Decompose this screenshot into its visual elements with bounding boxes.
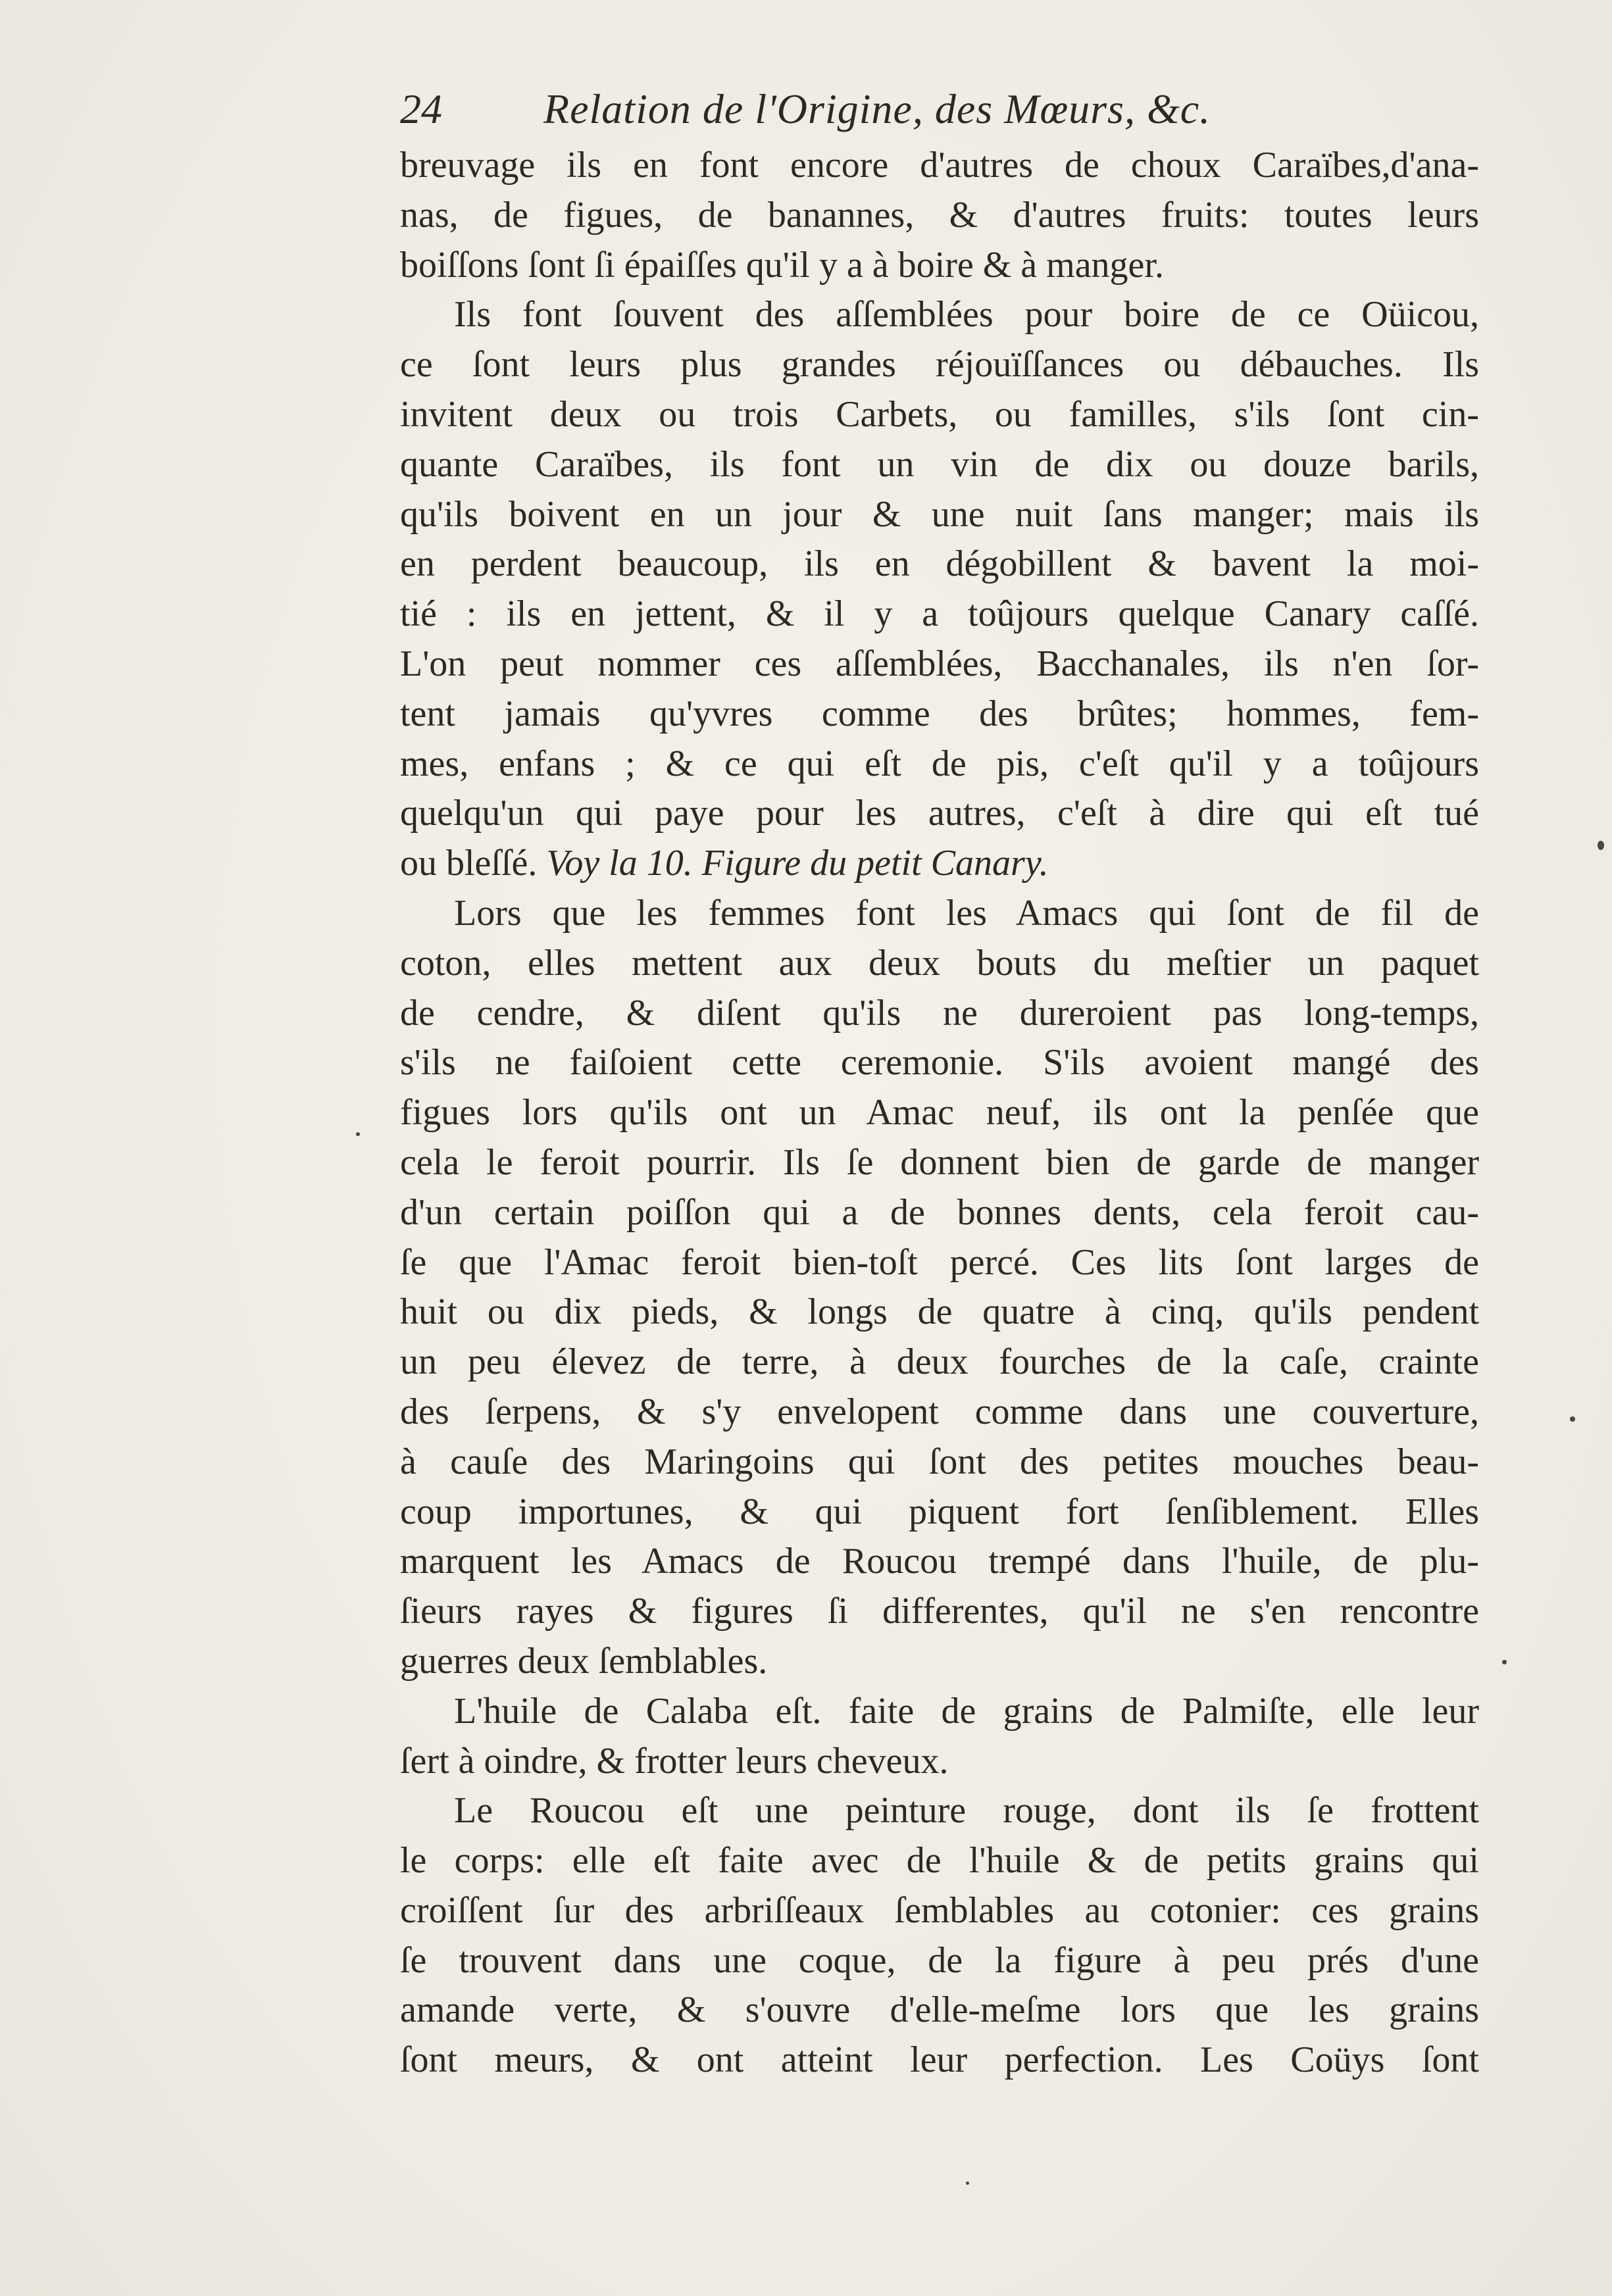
- text-line: [400, 689, 1479, 739]
- text-line: [400, 789, 1479, 839]
- text-line-content: des ſerpens, & s'y envelopent comme dans une couverture,: [400, 1391, 1479, 1432]
- figure-reference: Voy la 10. Figure du petit Canary.: [546, 843, 1049, 884]
- text-line: [400, 889, 1479, 939]
- text-line-content: L'on peut nommer ces aſſemblées, Bacchanales, ils n'en ſor-: [400, 643, 1479, 684]
- text-line-content: Ils font ſouvent des aſſemblées pour boire de ce Oüicou,: [454, 294, 1479, 336]
- text-block: [400, 78, 1479, 2085]
- text-line-content: s'ils ne faiſoient cette ceremonie. S'ils avoient mangé des: [400, 1042, 1479, 1084]
- text-line: [400, 1936, 1479, 1986]
- text-line: [400, 2035, 1479, 2085]
- scan-speck: [1502, 1660, 1507, 1664]
- text-line-content: coton, elles mettent aux deux bouts du meſtier un paquet: [400, 942, 1479, 984]
- text-line-content: le corps: elle eſt faite avec de l'huile & de petits grains qui: [400, 1840, 1479, 1882]
- running-head: [400, 78, 1479, 141]
- text-line-content: marquent les Amacs de Roucou trempé dans l'huile, de plu-: [400, 1541, 1479, 1582]
- text-line-content: quelqu'un qui paye pour les autres, c'eſt à dire qui eſt tué: [400, 793, 1479, 834]
- page-number: 24: [400, 86, 442, 132]
- text-line-content: nas, de figues, de banannes, & d'autres fruits: toutes leurs: [400, 194, 1479, 236]
- text-line-content: ſe que l'Amac feroit bien-toſt percé. Ces lits ſont larges de: [400, 1241, 1479, 1283]
- text-line: [400, 490, 1479, 540]
- text-line-content: cela le feroit pourrir. Ils ſe donnent bien de garde de manger: [400, 1141, 1479, 1183]
- text-line: [400, 340, 1479, 390]
- text-line-content: ou bleſſé.: [400, 843, 538, 884]
- text-line-content: en perdent beaucoup, ils en dégobillent & bavent la moi-: [400, 543, 1479, 585]
- text-line: [400, 1985, 1479, 2035]
- scan-speck: [1598, 841, 1604, 850]
- text-line-content: ſont meurs, & ont atteint leur perfection. Les Coüys ſont: [400, 2039, 1479, 2081]
- text-line: [400, 1188, 1479, 1238]
- text-line: [400, 1737, 1479, 1787]
- text-line: [400, 989, 1479, 1039]
- text-line-content: tent jamais qu'yvres comme des brûtes; hommes, fem-: [400, 693, 1479, 734]
- text-line: [400, 1437, 1479, 1487]
- text-line: [400, 1886, 1479, 1936]
- text-line: [400, 1786, 1479, 1836]
- text-line-content: croiſſent ſur des arbriſſeaux ſemblables au cotonier: ces grains: [400, 1889, 1479, 1931]
- text-line-content: d'un certain poiſſon qui a de bonnes dents, cela feroit cau-: [400, 1191, 1479, 1233]
- scan-speck: [1570, 1416, 1575, 1422]
- text-line-content: huit ou dix pieds, & longs de quatre à cinq, qu'ils pendent: [400, 1291, 1479, 1333]
- text-line-content: breuvage ils en font encore d'autres de choux Caraïbes,d'ana-: [400, 145, 1479, 186]
- text-line-content: guerres deux ſemblables.: [400, 1640, 768, 1682]
- text-line: [400, 539, 1479, 589]
- text-line-content: L'huile de Calaba eſt. faite de grains de Palmiſte, elle leur: [454, 1690, 1479, 1732]
- scan-speck: [356, 1132, 360, 1136]
- text-line: [400, 1836, 1479, 1886]
- text-line-content: un peu élevez de terre, à deux fourches de la caſe, crainte: [400, 1341, 1479, 1383]
- text-line: [400, 1687, 1479, 1737]
- text-line: [400, 1038, 1479, 1088]
- text-line-content: invitent deux ou trois Carbets, ou familles, s'ils ſont cin-: [400, 393, 1479, 435]
- text-line: [400, 639, 1479, 689]
- text-line-content: coup importunes, & qui piquent fort ſenſiblement. Elles: [400, 1491, 1479, 1532]
- text-line-content: qu'ils boivent en un jour & une nuit ſans manger; mais ils: [400, 493, 1479, 535]
- text-line: [400, 290, 1479, 340]
- text-line: [400, 939, 1479, 989]
- text-line: [400, 839, 1479, 889]
- text-line-content: mes, enfans ; & ce qui eſt de pis, c'eſt qu'il y a toûjours: [400, 743, 1479, 784]
- text-line: [400, 141, 1479, 191]
- text-line: [400, 191, 1479, 241]
- text-line-content: ſert à oindre, & frotter leurs cheveux.: [400, 1740, 949, 1782]
- text-line: [400, 739, 1479, 789]
- text-line-content: à cauſe des Maringoins qui ſont des petites mouches beau-: [400, 1441, 1479, 1482]
- text-line: [400, 1487, 1479, 1537]
- text-line: [400, 440, 1479, 490]
- body-text: [400, 141, 1479, 2085]
- text-line-content: amande verte, & s'ouvre d'elle-meſme lors que les grains: [400, 1989, 1479, 2031]
- text-line: [400, 589, 1479, 639]
- text-line-content: quante Caraïbes, ils font un vin de dix ou douze barils,: [400, 443, 1479, 485]
- text-line-content: ſe trouvent dans une coque, de la figure à peu prés d'une: [400, 1939, 1479, 1981]
- text-line-content: ce ſont leurs plus grandes réjouïſſances ou débauches. Ils: [400, 344, 1479, 386]
- text-line-content: figues lors qu'ils ont un Amac neuf, ils ont la penſée que: [400, 1092, 1479, 1134]
- text-line: [400, 1088, 1479, 1138]
- text-line-content: boiſſons ſont ſi épaiſſes qu'il y a à boire & à manger.: [400, 244, 1164, 286]
- running-title: Relation de l'Origine, des Mœurs, &c.: [543, 86, 1211, 132]
- text-line: [400, 1287, 1479, 1337]
- scan-speck: [966, 2182, 969, 2185]
- text-line-content: ſieurs rayes & figures ſi differentes, qu'il ne s'en rencontre: [400, 1591, 1479, 1632]
- text-line: [400, 1138, 1479, 1188]
- text-line: [400, 1587, 1479, 1637]
- text-line: [400, 390, 1479, 440]
- text-line: [400, 1238, 1479, 1288]
- text-line: [400, 1387, 1479, 1437]
- text-line: [400, 1637, 1479, 1687]
- text-line-content: de cendre, & diſent qu'ils ne dureroient pas long-temps,: [400, 992, 1479, 1034]
- text-line-content: tié : ils en jettent, & il y a toûjours quelque Canary caſſé.: [400, 593, 1479, 635]
- text-line-content: Lors que les femmes font les Amacs qui ſont de fil de: [454, 892, 1479, 934]
- text-line-content: Le Roucou eſt une peinture rouge, dont ils ſe frottent: [454, 1790, 1479, 1832]
- text-line: [400, 1537, 1479, 1587]
- text-line: [400, 241, 1479, 291]
- text-line: [400, 1337, 1479, 1387]
